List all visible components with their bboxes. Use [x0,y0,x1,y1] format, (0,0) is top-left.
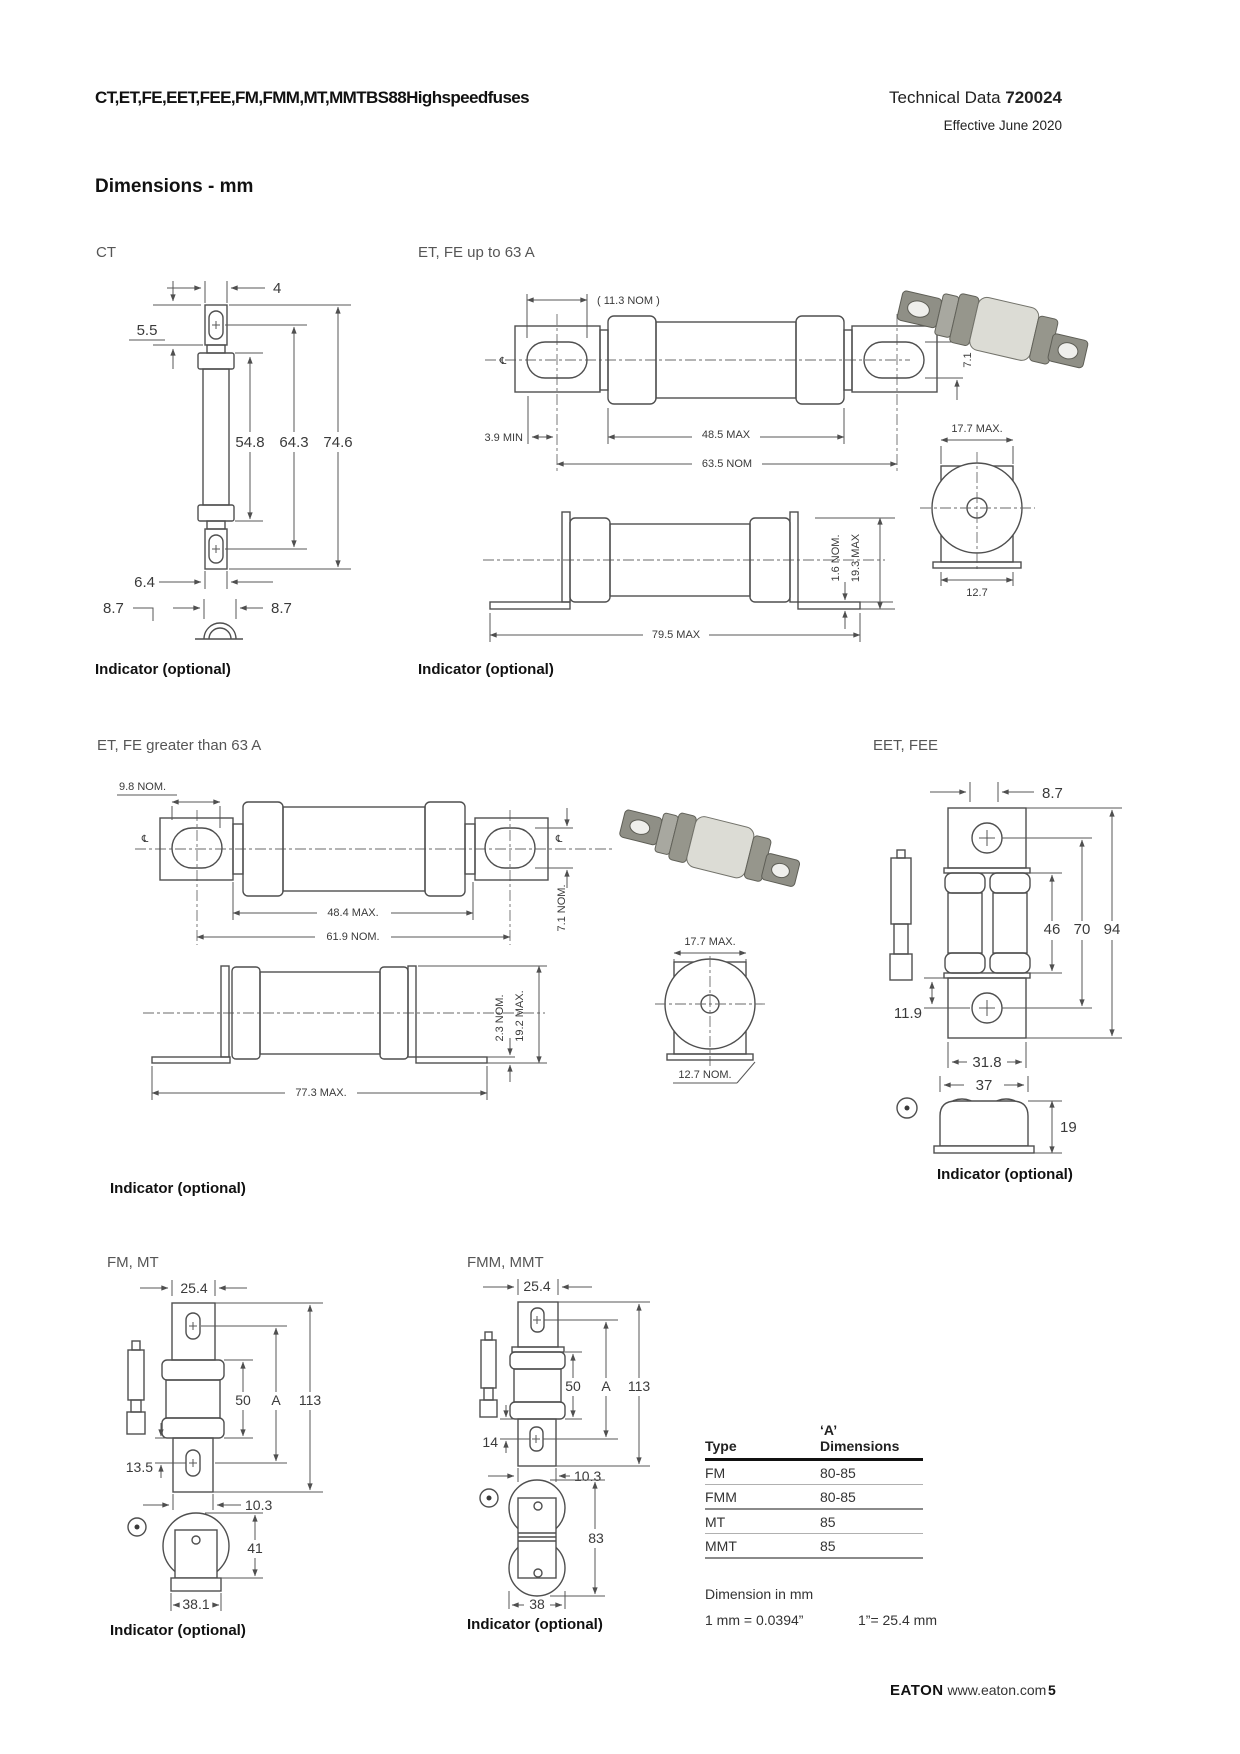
etfe-small-mounted-view [483,512,895,642]
fmm-dim-hole-offset: 14 [482,1434,498,1450]
fuse-3d-image [894,279,1093,375]
fmm-dim-end-height: 83 [588,1530,604,1546]
etfe-large-dim-hole-nom: 12.7 NOM. [678,1069,732,1081]
etfe-small-dim-edge-min: 3.9 MIN [484,432,523,444]
eaton-logo: EATON [890,1682,944,1699]
fmm-dim-tag-width: 25.4 [523,1278,551,1294]
ct-diagram [95,275,375,655]
page-number: 5 [1048,1682,1056,1698]
fmm-dim-end-width: 38 [529,1596,545,1612]
note-inch-to-mm: 1”= 25.4 mm [858,1612,937,1628]
etfe-small-dim-slot-width: 7.1 [962,352,974,368]
fm-dim-hole-offset: 13.5 [125,1459,153,1475]
table-cell-a: 80-85 [820,1465,856,1481]
fm-dim-barrel-length: 50 [235,1392,251,1408]
note-units: Dimension in mm [705,1586,814,1602]
fmm-mmt-striker [480,1332,497,1417]
fm-dim-end-height: 41 [247,1540,263,1556]
indicator-label-etfe-large: Indicator (optional) [110,1180,246,1197]
section-title-ct: CT [96,244,116,261]
a-dimensions-table [705,1422,923,1559]
table-header-a [820,1422,899,1454]
etfe-large-dim-slot-nom: 7.1 NOM. [556,884,568,932]
etfe-large-dim-overall-max: 77.3 MAX. [295,1087,347,1099]
eet-fee-dims [894,808,1122,1071]
table-cell-type: MT [705,1514,726,1530]
etfe-small-end-view [920,423,1035,599]
table-cell-type: FMM [705,1489,737,1505]
fuse-3d-image-large [616,798,805,892]
eet-fee-front-view [930,782,1063,1038]
indicator-label-fm-mt: Indicator (optional) [110,1622,246,1639]
eet-dim-barrel-length: 46 [1043,921,1061,938]
fmm-mmt-diagram [400,1275,720,1620]
table-header-a-line1: ‘A’ [820,1422,838,1438]
etfe-small-centerline-symbol: ℄ [499,356,507,367]
etfe-small-dim-body-max: 48.5 MAX [701,429,751,441]
etfe-large-dim-body-max: 48.4 MAX. [327,907,379,919]
ct-dim-bottom-tag-width: 6.4 [134,574,155,591]
eet-dim-body-depth: 19 [1060,1119,1077,1136]
etfe-small-dim-overall-max: 79.5 MAX [651,629,701,641]
ct-dim-overall-length: 74.6 [323,434,353,451]
table-cell-a: 80-85 [820,1489,856,1505]
fm-mt-diagram [95,1275,395,1620]
fmm-mmt-front-view [483,1278,592,1466]
fmm-mmt-dims [482,1302,650,1484]
table-header-type: Type [705,1438,737,1454]
eet-dim-terminal-width: 31.8 [972,1054,1002,1071]
etfe-large-end-view [655,936,765,1083]
etfe-large-centerline-right: ℄ [555,834,563,845]
fmm-dim-overall-length: 113 [627,1378,651,1394]
table-header-a-line2: Dimensions [820,1438,900,1454]
indicator-label-eet-fee: Indicator (optional) [937,1166,1073,1183]
doc-number: 720024 [1005,88,1062,107]
ct-dim-tag-width: 4 [273,280,282,297]
etfe-large-front-dims [117,781,573,943]
product-title: CT,ET,FE,EET,FEE,FM,FMM,MT,MMTBS88Highspeedfuses [95,88,530,107]
fm-dim-end-width: 38.1 [182,1596,210,1612]
table-row [705,1534,923,1559]
fm-mt-end-view [128,1513,263,1612]
etfe-small-dim-centers-nom: 63.5 NOM [701,458,753,470]
etfe-small-dim-tag-nom: ( 11.3 NOM ) [597,295,660,307]
table-row [705,1485,923,1510]
etfe-large-3d-render [615,782,800,917]
etfe-small-dim-hole-offset: 12.7 [966,587,988,599]
etfe-small-dim-foot-nom: 1.6 NOM. [830,534,842,582]
table-cell-type: MMT [705,1538,737,1554]
etfe-small-front-view [485,314,937,472]
ct-dim-tag-height: 5.5 [136,322,158,339]
fm-mt-striker [127,1341,145,1434]
etfe-small-3d-render [895,258,1080,403]
ct-dim-indicator-left: 8.7 [103,600,124,617]
etfe-large-dim-centers-nom: 61.9 NOM. [326,931,380,943]
footer [890,1682,1046,1699]
page-title: Dimensions - mm [95,176,254,197]
indicator-label-fmm-mmt: Indicator (optional) [467,1616,603,1633]
fm-mt-front-view [140,1280,247,1492]
fmm-mmt-end-view [480,1480,605,1612]
section-title-fmm-mmt: FMM, MMT [467,1254,544,1271]
fmm-dim-barrel-length: 50 [565,1378,581,1394]
ct-fuse-front-view [198,305,234,569]
effective-date: Effective June 2020 [943,118,1062,133]
etfe-small-dim-dia-max: 17.7 MAX. [951,423,1003,435]
etfe-large-dim-foot-nom: 2.3 NOM. [494,994,506,1042]
table-cell-type: FM [705,1465,726,1481]
fm-mt-dims [126,1303,323,1513]
doc-type-number [889,88,1062,108]
fm-dim-tag-thickness: 10.3 [245,1497,273,1513]
etfe-large-front-view [135,802,615,945]
eet-dim-overall-length: 94 [1103,921,1121,938]
note-mm-to-inch: 1 mm = 0.0394” [705,1612,804,1628]
eet-fee-bottom-view [897,1076,1077,1153]
etfe-large-dim-height-max: 19.2 MAX. [514,990,526,1042]
etfe-large-dim-dia-max: 17.7 MAX. [684,936,736,948]
ct-dim-indicator-right: 8.7 [271,600,292,617]
ct-dim-body-length: 54.8 [235,434,265,451]
fmm-dim-hole-centers: A [601,1378,611,1394]
fm-dim-hole-centers: A [271,1392,281,1408]
section-title-et-fe-small: ET, FE up to 63 A [418,244,535,261]
etfe-large-dim-tag-nom: 9.8 NOM. [119,781,167,793]
etfe-large-mounted-view [143,966,547,1100]
fmm-dim-tag-thickness: 10.3 [574,1468,602,1484]
section-title-eet-fee: EET, FEE [873,737,939,754]
table-cell-a: 85 [820,1514,836,1530]
fm-dim-tag-width: 25.4 [180,1280,208,1296]
eet-dim-body-width: 37 [975,1077,993,1094]
ct-indicator-drawing [103,599,292,639]
eet-fee-striker [890,850,912,980]
eet-dim-hole-offset: 11.9 [893,1005,922,1022]
eet-fee-diagram [860,770,1155,1170]
footer-website[interactable]: www.eaton.com [947,1682,1047,1698]
eet-dim-hole-centers: 70 [1073,921,1091,938]
section-title-fm-mt: FM, MT [107,1254,159,1271]
table-row [705,1510,923,1534]
table-row [705,1461,923,1485]
ct-dim-hole-centers: 64.3 [279,434,309,451]
ct-dimensions [129,280,353,591]
table-header-row [705,1422,923,1461]
etfe-large-centerline-left: ℄ [141,834,149,845]
fm-dim-overall-length: 113 [298,1392,322,1408]
table-cell-a: 85 [820,1538,836,1554]
indicator-label-ct: Indicator (optional) [95,661,231,678]
doc-type: Technical Data [889,88,1001,107]
section-title-et-fe-large: ET, FE greater than 63 A [97,737,262,754]
etfe-small-dim-height-max: 19.3 MAX [850,533,862,583]
eet-dim-terminal-offset: 8.7 [1042,785,1063,802]
indicator-label-etfe-small: Indicator (optional) [418,661,554,678]
